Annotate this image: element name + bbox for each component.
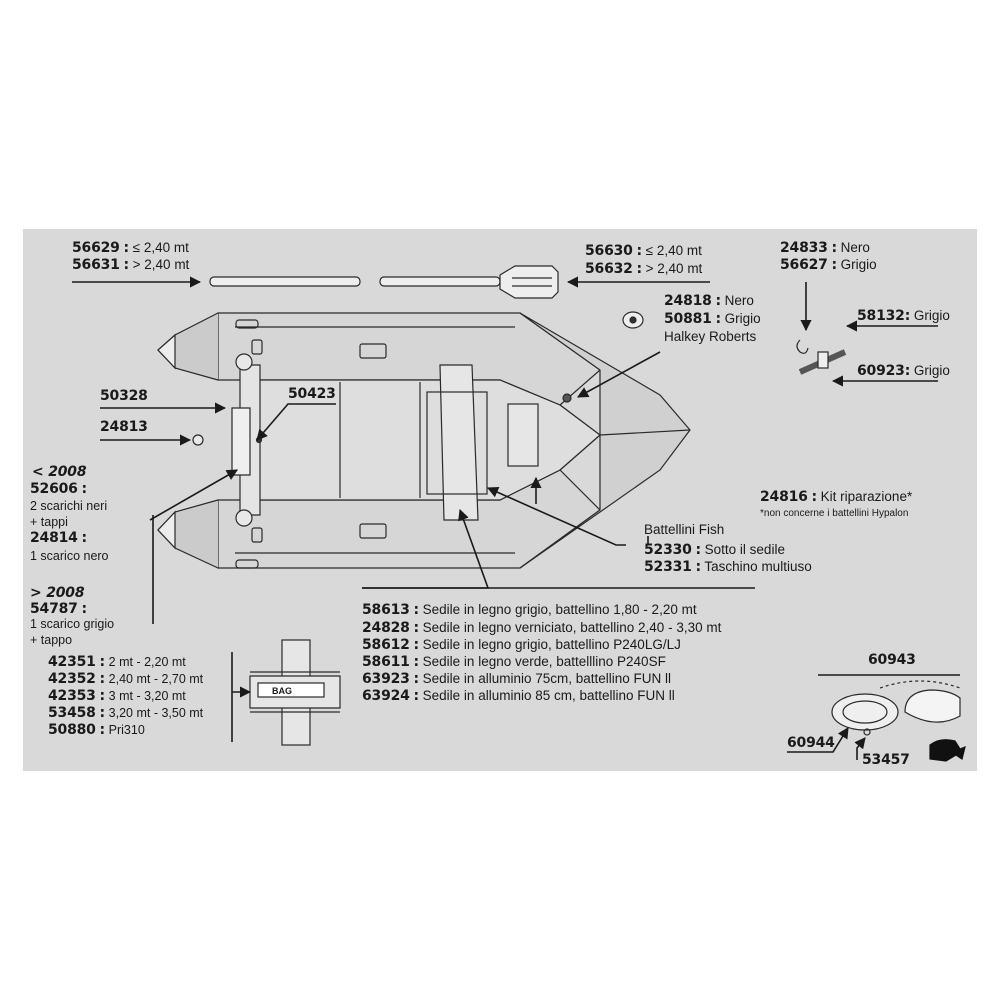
repair-kit-note: *non concerne i battellini Hypalon bbox=[760, 508, 909, 519]
transom-code-3: 50423 bbox=[288, 386, 336, 402]
brand-logo-icon bbox=[930, 740, 965, 761]
seat-item: 58611 : Sedile in legno verde, battelllino P240SF bbox=[362, 654, 666, 670]
bag-item: 50880 : Pri310 bbox=[48, 722, 145, 738]
drain-item-2-line-1: 1 scarico nero bbox=[30, 549, 109, 563]
hose-adapter-icon bbox=[797, 340, 845, 372]
transom-code-1: 50328 bbox=[100, 388, 148, 404]
pump-code-top: 60943 bbox=[868, 652, 916, 668]
bag-item: 42351 : 2 mt - 2,20 mt bbox=[48, 654, 186, 670]
fish-item-1: 52330 : Sotto il sedile bbox=[644, 542, 785, 558]
bag-tag-label: BAG bbox=[272, 686, 292, 696]
drains-after-heading: > 2008 bbox=[30, 585, 85, 601]
bag-item: 42353 : 3 mt - 3,20 mt bbox=[48, 688, 186, 704]
valve-label-1: 24818 : Nero bbox=[664, 293, 754, 309]
seat-item: 24828 : Sedile in legno verniciato, battellino 2,40 - 3,30 mt bbox=[362, 620, 722, 636]
connector-label-1: 58132: Grigio bbox=[857, 308, 950, 324]
bag-icon bbox=[250, 640, 340, 745]
oar-left-label-2: 56631 : > 2,40 mt bbox=[72, 257, 190, 273]
oar-right-label-2: 56632 : > 2,40 mt bbox=[585, 261, 703, 277]
repair-kit-label: 24816 : Kit riparazione* bbox=[760, 489, 913, 505]
oar-left-icon bbox=[210, 277, 360, 286]
hose-label-1: 24833 : Nero bbox=[780, 240, 870, 256]
drain-item-3: 54787 : bbox=[30, 601, 87, 617]
drain-item-3-line-1: 1 scarico grigio bbox=[30, 617, 115, 631]
drain-item-1: 52606 : bbox=[30, 481, 87, 497]
drains-before-heading: < 2008 bbox=[32, 464, 87, 480]
foot-pump-icon bbox=[832, 681, 960, 735]
valve-brand: Halkey Roberts bbox=[664, 329, 757, 344]
fish-item-2: 52331 : Taschino multiuso bbox=[644, 559, 812, 575]
seat-item: 58612 : Sedile in legno grigio, battellino P240LG/LJ bbox=[362, 637, 681, 653]
seat-item: 58613 : Sedile in legno grigio, battellino 1,80 - 2,20 mt bbox=[362, 602, 697, 618]
oar-right-icon bbox=[380, 266, 558, 298]
valve-label-2: 50881 : Grigio bbox=[664, 311, 761, 327]
drain-item-1-line-1: 2 scarichi neri bbox=[30, 499, 108, 513]
oar-left-label-1: 56629 : ≤ 2,40 mt bbox=[72, 240, 189, 256]
fish-title: Battellini Fish bbox=[644, 522, 725, 537]
bag-item: 53458 : 3,20 mt - 3,50 mt bbox=[48, 705, 204, 721]
oar-right-label-1: 56630 : ≤ 2,40 mt bbox=[585, 243, 702, 259]
drain-item-3-line-2: + tappo bbox=[30, 633, 73, 647]
drain-item-1-line-2: + tappi bbox=[30, 515, 68, 529]
drain-plug-icon bbox=[193, 435, 203, 445]
pump-code-left: 60944 bbox=[787, 735, 835, 751]
hose-label-2: 56627 : Grigio bbox=[780, 257, 877, 273]
seat-item: 63923 : Sedile in alluminio 75cm, battellino FUN ll bbox=[362, 671, 672, 687]
seat-item: 63924 : Sedile in alluminio 85 cm, battellino FUN ll bbox=[362, 688, 675, 704]
bag-item: 42352 : 2,40 mt - 2,70 mt bbox=[48, 671, 204, 687]
transom-code-2: 24813 bbox=[100, 419, 148, 435]
pump-code-right: 53457 bbox=[862, 752, 910, 768]
connector-label-2: 60923: Grigio bbox=[857, 363, 950, 379]
drain-item-2: 24814 : bbox=[30, 530, 87, 546]
